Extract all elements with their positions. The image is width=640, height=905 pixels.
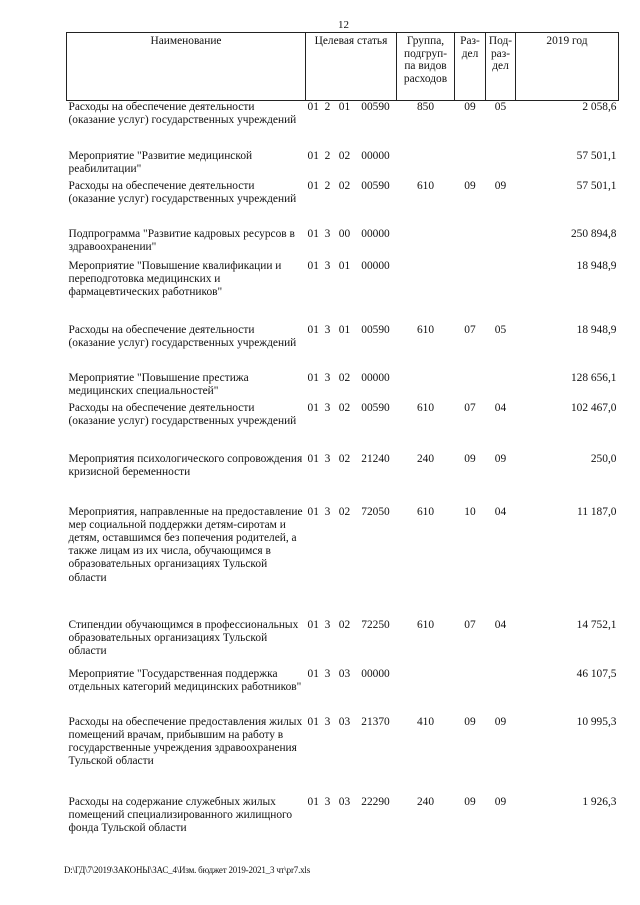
row-razdel: 09 bbox=[464, 795, 476, 808]
row-name: Мероприятия, направленные на предоставление мер социальной поддержки детям-сиротам и детям, оставшимся без попечения родителей, а также лицам из их числа, обучающимся в образовательных организациях Тульской области bbox=[68, 505, 303, 584]
row-code-a: 01 bbox=[307, 618, 319, 631]
table-row bbox=[67, 150, 619, 180]
table-row bbox=[67, 260, 619, 324]
row-code-d: 22290 bbox=[361, 795, 390, 808]
footer-file-path: D:\ГД\7\2019\ЗАКОНЫ\ЗАС_4\Изм. бюджет 2019-2021_3 чт\pr7.xls bbox=[64, 865, 311, 875]
row-amount: 57 501,1 bbox=[576, 179, 617, 192]
row-code-b: 3 bbox=[324, 505, 331, 518]
table-row bbox=[67, 796, 619, 844]
row-name: Подпрограмма "Развитие кадровых ресурсов в здравоохранении" bbox=[68, 227, 295, 253]
row-code-d: 00590 bbox=[361, 401, 390, 414]
row-razdel bbox=[455, 228, 486, 260]
row-code-d: 00000 bbox=[361, 259, 390, 272]
row-code-b: 3 bbox=[324, 371, 331, 384]
row-podrazdel bbox=[486, 150, 516, 180]
row-razdel: 07 bbox=[464, 618, 476, 631]
row-code-c: 02 bbox=[338, 618, 351, 631]
row-code-d: 00000 bbox=[361, 227, 390, 240]
row-code-d: 72250 bbox=[361, 618, 390, 631]
row-amount: 57 501,1 bbox=[576, 149, 617, 162]
header-group: Группа, подгруп-па видов расходов bbox=[397, 33, 455, 101]
row-amount: 102 467,0 bbox=[570, 401, 617, 414]
row-razdel bbox=[455, 668, 486, 716]
row-name: Расходы на обеспечение деятельности (оказание услуг) государственных учреждений bbox=[68, 101, 297, 127]
row-code-c: 02 bbox=[338, 401, 351, 414]
row-code-d: 00590 bbox=[361, 323, 390, 336]
row-group: 610 bbox=[416, 179, 435, 192]
row-code-a: 01 bbox=[307, 101, 319, 113]
table-row bbox=[67, 402, 619, 453]
row-code-b: 2 bbox=[324, 179, 331, 192]
row-podrazdel: 09 bbox=[494, 715, 507, 728]
row-amount: 2 058,6 bbox=[582, 101, 617, 113]
row-code-d: 72050 bbox=[361, 505, 390, 518]
row-razdel bbox=[455, 150, 486, 180]
row-razdel: 09 bbox=[464, 452, 476, 465]
row-podrazdel: 04 bbox=[494, 401, 507, 414]
row-code-a: 01 bbox=[307, 452, 319, 465]
row-code-b: 3 bbox=[324, 452, 331, 465]
row-code-d: 00000 bbox=[361, 667, 390, 680]
row-code-d: 00000 bbox=[361, 371, 390, 384]
row-razdel: 07 bbox=[464, 323, 476, 336]
row-razdel bbox=[455, 372, 486, 402]
row-razdel: 10 bbox=[464, 505, 476, 518]
row-code-b: 3 bbox=[324, 401, 331, 414]
table-header-row bbox=[67, 33, 619, 101]
row-code-c: 02 bbox=[338, 452, 351, 465]
row-group: 240 bbox=[416, 795, 435, 808]
row-code-b: 3 bbox=[324, 795, 331, 808]
row-code-a: 01 bbox=[307, 179, 319, 192]
row-amount: 11 187,0 bbox=[577, 505, 617, 518]
row-podrazdel: 05 bbox=[494, 323, 507, 336]
row-code-c: 01 bbox=[338, 259, 351, 272]
row-name: Расходы на обеспечение деятельности (оказание услуг) государственных учреждений bbox=[68, 179, 297, 205]
row-code-b: 3 bbox=[324, 259, 331, 272]
row-code-b: 3 bbox=[324, 667, 331, 680]
row-code-a: 01 bbox=[307, 371, 319, 384]
table-row bbox=[67, 324, 619, 372]
row-code-b: 3 bbox=[324, 618, 331, 631]
row-amount: 46 107,5 bbox=[576, 667, 617, 680]
table-row bbox=[67, 180, 619, 228]
row-amount: 18 948,9 bbox=[576, 259, 617, 272]
row-code-a: 01 bbox=[307, 227, 319, 240]
row-razdel bbox=[455, 260, 486, 324]
row-name: Мероприятие "Повышение престижа медицинских специальностей" bbox=[68, 371, 249, 397]
row-name: Стипендии обучающимся в профессиональных образовательных организациях Тульской области bbox=[68, 618, 299, 657]
row-code-c: 02 bbox=[338, 149, 351, 162]
row-razdel: 09 bbox=[464, 101, 476, 113]
table-row bbox=[67, 228, 619, 260]
table-row bbox=[67, 668, 619, 716]
row-code-b: 3 bbox=[324, 227, 331, 240]
row-amount: 250,0 bbox=[590, 452, 617, 465]
row-code-a: 01 bbox=[307, 667, 319, 680]
row-name: Расходы на содержание служебных жилых помещений специализированного жилищного фонда Тульской области bbox=[68, 795, 293, 834]
row-podrazdel: 04 bbox=[494, 505, 507, 518]
row-group bbox=[397, 260, 455, 324]
row-code-c: 01 bbox=[338, 323, 351, 336]
row-code-a: 01 bbox=[307, 149, 319, 162]
header-name: Наименование bbox=[67, 33, 306, 101]
row-podrazdel: 09 bbox=[494, 179, 507, 192]
row-code-a: 01 bbox=[307, 715, 319, 728]
row-group: 610 bbox=[416, 618, 435, 631]
page-number: 12 bbox=[338, 19, 349, 31]
row-name: Расходы на обеспечение деятельности (оказание услуг) государственных учреждений bbox=[68, 323, 297, 349]
row-podrazdel: 09 bbox=[494, 452, 507, 465]
row-razdel: 09 bbox=[464, 179, 476, 192]
row-group: 240 bbox=[416, 452, 435, 465]
row-razdel: 09 bbox=[464, 715, 476, 728]
row-code-a: 01 bbox=[307, 505, 319, 518]
row-code-b: 3 bbox=[324, 715, 331, 728]
header-podrazdel: Под-раз-дел bbox=[486, 33, 516, 101]
row-amount: 250 894,8 bbox=[570, 227, 617, 240]
row-code-a: 01 bbox=[307, 323, 319, 336]
row-group: 610 bbox=[416, 505, 435, 518]
row-group: 610 bbox=[416, 323, 435, 336]
row-group bbox=[397, 372, 455, 402]
row-code-a: 01 bbox=[307, 259, 319, 272]
row-code-c: 01 bbox=[338, 101, 351, 113]
row-podrazdel: 04 bbox=[494, 618, 507, 631]
row-podrazdel bbox=[486, 372, 516, 402]
row-code-c: 03 bbox=[338, 715, 351, 728]
row-amount: 128 656,1 bbox=[570, 371, 617, 384]
row-amount: 14 752,1 bbox=[576, 618, 617, 631]
row-name: Мероприятие "Развитие медицинской реабилитации" bbox=[68, 149, 253, 175]
row-amount: 1 926,3 bbox=[582, 795, 617, 808]
row-code-d: 00000 bbox=[361, 149, 390, 162]
row-podrazdel: 09 bbox=[494, 795, 507, 808]
row-code-d: 21370 bbox=[361, 715, 390, 728]
header-year: 2019 год bbox=[516, 33, 619, 101]
row-group bbox=[397, 150, 455, 180]
table-row bbox=[67, 101, 619, 150]
row-name: Мероприятие "Повышение квалификации и переподготовка медицинских и фармацевтических работников" bbox=[68, 259, 282, 298]
row-name: Мероприятия психологического сопровождения кризисной беременности bbox=[68, 452, 303, 478]
table-row bbox=[67, 506, 619, 619]
table-row bbox=[67, 453, 619, 506]
row-code-c: 00 bbox=[338, 227, 351, 240]
table-row bbox=[67, 619, 619, 668]
row-code-d: 00590 bbox=[361, 179, 390, 192]
row-code-c: 03 bbox=[338, 667, 351, 680]
header-target-article: Целевая статья bbox=[306, 33, 397, 101]
table-row bbox=[67, 372, 619, 402]
header-razdel: Раз-дел bbox=[455, 33, 486, 101]
row-amount: 10 995,3 bbox=[576, 715, 617, 728]
budget-table bbox=[66, 32, 619, 844]
row-razdel: 07 bbox=[464, 401, 476, 414]
row-podrazdel bbox=[486, 668, 516, 716]
row-podrazdel: 05 bbox=[494, 101, 507, 113]
row-code-d: 21240 bbox=[361, 452, 390, 465]
row-podrazdel bbox=[486, 228, 516, 260]
row-group: 610 bbox=[416, 401, 435, 414]
row-code-a: 01 bbox=[307, 401, 319, 414]
row-group: 850 bbox=[416, 101, 435, 113]
row-code-c: 02 bbox=[338, 505, 351, 518]
row-amount: 18 948,9 bbox=[576, 323, 617, 336]
row-group: 410 bbox=[416, 715, 435, 728]
row-code-c: 02 bbox=[338, 179, 351, 192]
row-code-c: 03 bbox=[338, 795, 351, 808]
row-code-b: 2 bbox=[324, 149, 331, 162]
row-name: Расходы на обеспечение предоставления жилых помещений врачам, прибывшим на работу в государственные учреждения здравоохранения Тульской области bbox=[68, 715, 303, 768]
row-code-c: 02 bbox=[338, 371, 351, 384]
row-code-a: 01 bbox=[307, 795, 319, 808]
row-podrazdel bbox=[486, 260, 516, 324]
row-group bbox=[397, 668, 455, 716]
row-code-d: 00590 bbox=[361, 101, 390, 113]
row-code-b: 3 bbox=[324, 323, 331, 336]
row-code-b: 2 bbox=[324, 101, 331, 113]
row-name: Мероприятие "Государственная поддержка отдельных категорий медицинских работников" bbox=[68, 667, 302, 693]
table-row bbox=[67, 716, 619, 796]
row-name: Расходы на обеспечение деятельности (оказание услуг) государственных учреждений bbox=[68, 401, 297, 427]
row-group bbox=[397, 228, 455, 260]
